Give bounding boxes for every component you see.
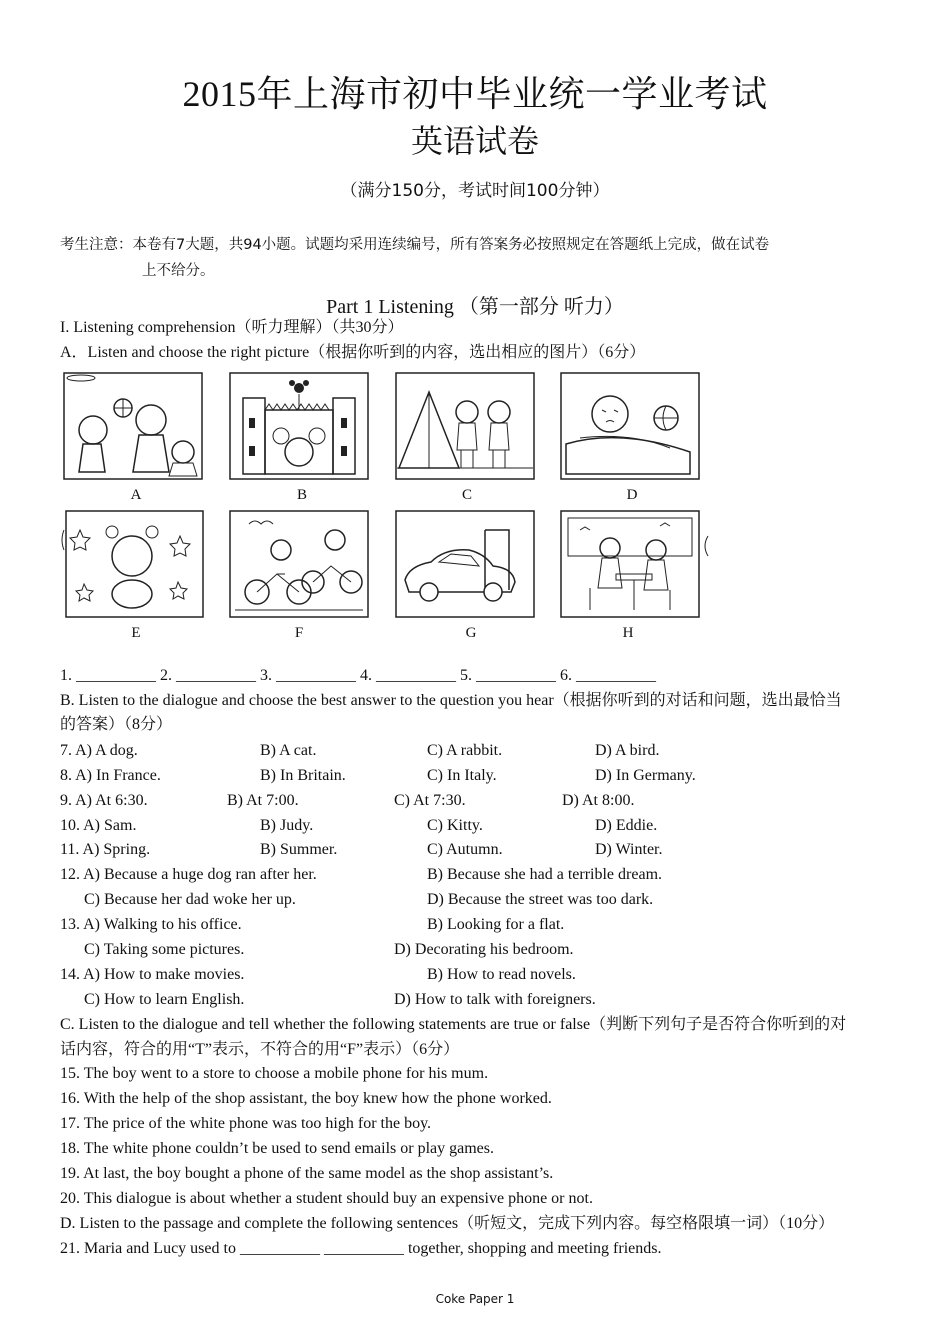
section-c-heading-line2: 话内容，符合的用“T”表示，不符合的用“F”表示）（6分） <box>60 1041 460 1058</box>
option-b: B) How to read novels. <box>427 966 576 983</box>
section-b-heading-line1: B. Listen to the dialogue and choose the best answer to the question you hear（根据你听到的对话和问题，选出最恰当 <box>60 692 842 709</box>
picture-label-b: B <box>296 487 307 503</box>
option-c: C) Taking some pictures. <box>84 941 245 958</box>
option-b: B) At 7:00. <box>227 792 299 809</box>
camping-tent-picture <box>395 372 535 480</box>
option-a: 7. A) A dog. <box>60 742 138 759</box>
option-b: B) Looking for a flat. <box>427 916 565 933</box>
option-c: C) In Italy. <box>427 767 497 784</box>
statement-17: 17. The price of the white phone was too high for the boy. <box>60 1115 432 1132</box>
score-time: （满分150分，考试时间100分钟） <box>340 181 610 201</box>
statement-15: 15. The boy went to a store to choose a mobile phone for his mum. <box>60 1065 489 1082</box>
option-c: C) At 7:30. <box>394 792 466 809</box>
option-b: B) Summer. <box>260 841 338 858</box>
section-a-heading: A．Listen and choose the right picture（根据你听到的内容，选出相应的图片）（6分） <box>60 344 646 361</box>
option-c: C) A rabbit. <box>427 742 503 759</box>
picture-label-g: G <box>465 625 477 641</box>
section-d-heading: D. Listen to the passage and complete the following sentences（听短文，完成下列内容。每空格限填一词）（10分） <box>60 1215 835 1232</box>
section-1-heading: I. Listening comprehension（听力理解）（共30分） <box>60 319 404 336</box>
kids-basketball-picture <box>63 372 203 480</box>
picture-label-d: D <box>626 487 638 503</box>
option-c: C) Because her dad woke her up. <box>84 891 296 908</box>
car-picture <box>395 510 535 618</box>
statement-20: 20. This dialogue is about whether a student should buy an expensive phone or not. <box>60 1190 593 1207</box>
option-a: 14. A) How to make movies. <box>60 966 245 983</box>
cycling-kids-picture <box>229 510 369 618</box>
picture-label-a: A <box>130 487 142 503</box>
option-d: D) At 8:00. <box>562 792 635 809</box>
option-a: 10. A) Sam. <box>60 817 137 834</box>
option-d: D) How to talk with foreigners. <box>394 991 596 1008</box>
section-c-heading-line1: C. Listen to the dialogue and tell whether the following statements are true or false（判断下列句子是否符合你听到的对 <box>60 1016 847 1033</box>
option-c: C) How to learn English. <box>84 991 245 1008</box>
girl-stars-picture <box>60 510 205 618</box>
answer-blanks-1-6: 1. __________ 2. __________ 3. __________ 4. __________ 5. __________ 6. __________ <box>60 667 656 684</box>
picture-label-f: F <box>294 625 304 641</box>
option-d: D) In Germany. <box>595 767 696 784</box>
option-d: D) Eddie. <box>595 817 658 834</box>
option-a: 9. A) At 6:30. <box>60 792 148 809</box>
exam-title: 2015年上海市初中毕业统一学业考试 <box>182 74 768 114</box>
notice-line-1: 考生注意：本卷有7大题，共94小题。试题均采用连续编号，所有答案务必按照规定在答题纸上完成，做在试卷 <box>60 237 770 253</box>
statement-16: 16. With the help of the shop assistant, the boy knew how the phone worked. <box>60 1090 552 1107</box>
option-b: B) Judy. <box>260 817 314 834</box>
picture-label-c: C <box>461 487 472 503</box>
picture-label-h: H <box>622 625 634 641</box>
candidate-notice <box>60 232 892 284</box>
question-21: 21. Maria and Lucy used to __________ __________ together, shopping and meeting friends. <box>60 1240 662 1257</box>
page-footer: Coke Paper 1 <box>435 1292 515 1306</box>
statement-18: 18. The white phone couldn’t be used to send emails or play games. <box>60 1140 494 1157</box>
option-c: C) Kitty. <box>427 817 483 834</box>
dining-couple-picture <box>560 510 716 618</box>
option-b: B) Because she had a terrible dream. <box>427 866 663 883</box>
statement-19: 19. At last, the boy bought a phone of the same model as the shop assistant’s. <box>60 1165 554 1182</box>
option-c: C) Autumn. <box>427 841 503 858</box>
option-a: 8. A) In France. <box>60 767 161 784</box>
option-b: B) In Britain. <box>260 767 346 784</box>
option-a: 11. A) Spring. <box>60 841 151 858</box>
part1-title: Part 1 Listening （第一部分 听力） <box>326 296 624 318</box>
option-d: D) A bird. <box>595 742 660 759</box>
picture-label-e: E <box>131 625 141 641</box>
section-b-heading-line2: 的答案）（8分） <box>60 716 173 733</box>
option-d: D) Decorating his bedroom. <box>394 941 574 958</box>
exam-subtitle: 英语试卷 <box>410 122 539 160</box>
sick-boy-bed-picture <box>560 372 700 480</box>
option-a: 12. A) Because a huge dog ran after her. <box>60 866 317 883</box>
castle-picture <box>229 372 369 480</box>
option-d: D) Winter. <box>595 841 663 858</box>
option-d: D) Because the street was too dark. <box>427 891 654 908</box>
option-b: B) A cat. <box>260 742 317 759</box>
option-a: 13. A) Walking to his office. <box>60 916 242 933</box>
notice-line-2: 上不给分。 <box>142 263 215 279</box>
